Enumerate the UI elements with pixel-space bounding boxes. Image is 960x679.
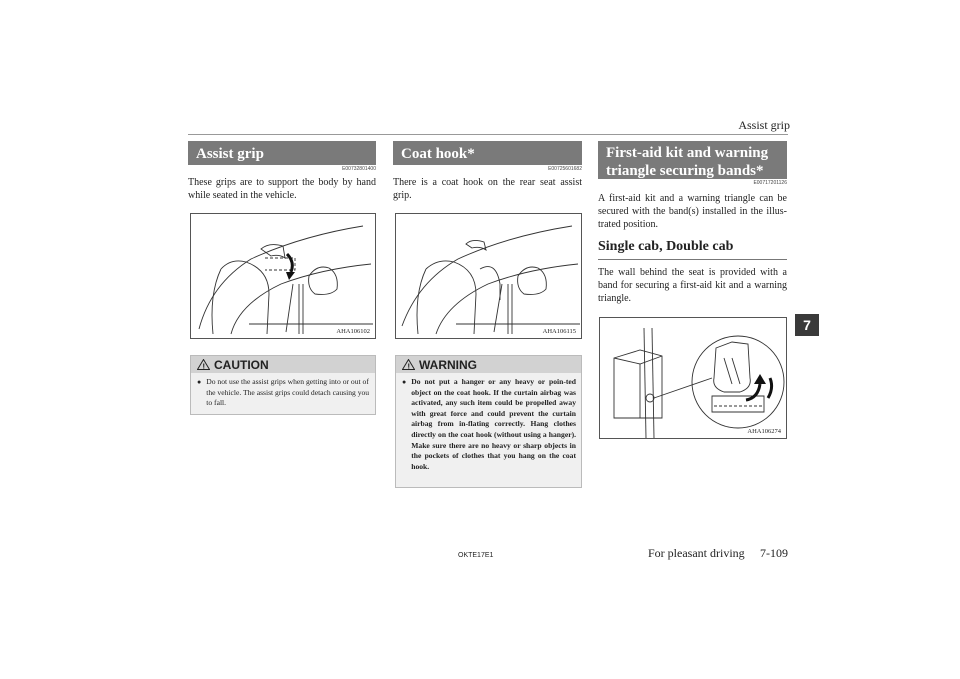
title-line-2: triangle securing bands* <box>606 163 764 179</box>
svg-text:!: ! <box>407 363 410 370</box>
bullet-icon: ● <box>402 379 407 386</box>
figure-label: AHA106115 <box>542 328 576 335</box>
subheading: Single cab, Double cab <box>598 239 734 254</box>
coat-hook-illustration <box>396 214 582 339</box>
figure-label: AHA106274 <box>747 428 781 435</box>
assist-grip-illustration <box>191 214 376 339</box>
section-title-assist-grip: Assist grip <box>188 141 376 165</box>
caution-header <box>191 356 375 373</box>
section-title-coat-hook: Coat hook* <box>393 141 582 165</box>
warning-header <box>396 356 581 373</box>
caution-box <box>190 355 376 415</box>
footer-section: For pleasant driving <box>648 546 745 560</box>
section-body-2: The wall behind the seat is provided with a band for securing a first-aid kit and a warning triangle. <box>598 267 787 304</box>
figure-assist-grip <box>190 213 376 339</box>
section-body: There is a coat hook on the rear seat assist grip. <box>393 177 582 201</box>
running-header: Assist grip <box>738 118 790 132</box>
section-title-first-aid <box>598 141 787 179</box>
section-code: E00732801400 <box>342 166 376 172</box>
warning-icon <box>402 359 415 370</box>
caution-title: CAUTION <box>214 357 269 372</box>
chapter-tab: 7 <box>795 314 819 336</box>
section-body: These grips are to support the body by hand while seated in the vehicle. <box>188 177 376 201</box>
section-code: E00717201126 <box>753 180 787 186</box>
caution-icon <box>197 359 210 370</box>
bullet-icon: ● <box>197 379 202 386</box>
figure-coat-hook <box>395 213 582 339</box>
figure-label: AHA106102 <box>336 328 370 335</box>
svg-text:!: ! <box>202 363 205 370</box>
document-code: OKTE17E1 <box>458 552 494 559</box>
title-line-1: First-aid kit and warning <box>606 145 769 161</box>
section-code: E00725601682 <box>548 166 582 172</box>
subheading-rule <box>598 259 787 260</box>
first-aid-illustration <box>600 318 787 439</box>
warning-title: WARNING <box>419 357 477 372</box>
figure-first-aid <box>599 317 787 439</box>
header-rule <box>188 134 788 135</box>
warning-text: Do not put a hanger or any heavy or poin-ted object on the coat hook. If the curtain airbag was activated, any such item could be propelled away with great force and could prevent the curtain airbag from in-flating correctly. Hang clothes directly on the coat hook (without using a hanger). Make sure there are no heavy or sharp objects in the pockets of clothes that you hang on the coat hook. <box>411 377 576 471</box>
caution-text: Do not use the assist grips when getting into or out of the vehicle. The assist grips could detach causing you to fall. <box>206 377 370 408</box>
section-body: A first-aid kit and a warning triangle can be secured with the band(s) installed in the illus-trated position. <box>598 193 787 230</box>
page-number: 7-109 <box>760 546 788 560</box>
warning-box <box>395 355 582 488</box>
